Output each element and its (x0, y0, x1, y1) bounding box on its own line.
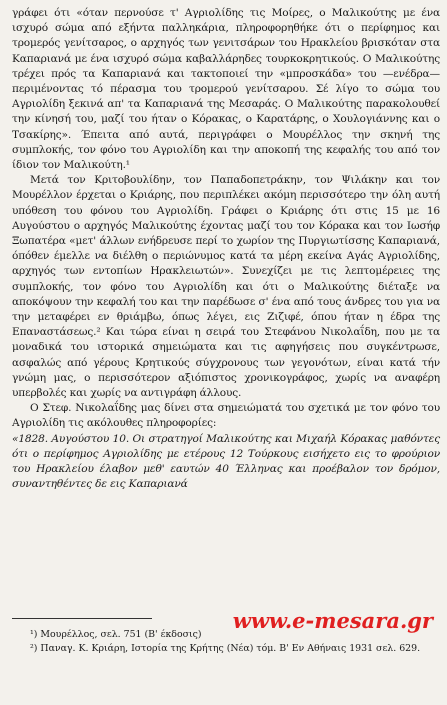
paragraph-3: Ο Στεφ. Νικολαΐδης μας δίνει στα σημειώματά του σχετικά με τον φόνο του Αγριολίδη τις ακόλουθες πληροφορίες: (12, 402, 440, 430)
body-text (12, 6, 440, 493)
watermark: www.e-mesara.gr (232, 608, 433, 633)
footnote-2: ²) Παναγ. Κ. Κριάρη, Ιστορία της Κρήτης (Νέα) τόμ. Β' Εν Αθήναις 1931 σελ. 629. (30, 643, 421, 654)
paragraph-2: Μετά τον Κριτοβουλίδην, τον Παπαδοπετράκην, τον Ψιλάκην και τον Μουρέλλον έρχεται ο Κριάρης, που περιπλέκει ακόμη περισσότερο την όλη αυτή υπόθεση του φόνου του Αγριολίδη. Γράφει ο Κριάρης ότι στις 15 με 16 Αυγούστου ο αρχηγός Μαλικούτης έχοντας μαζί του τον Κόρακα και τον Ιωσήφ Ξωπατέρα «μετ' άλλων ενήδρευσε περί το χωρίον της Πυργιωτίσσης Καπαριανά, όπόθεν έμελλε να διέλθη ο περιώνυμος κατά τα μέρη εκείνα Αγάς Αγριολίδης, αρχηγός των εντοπίων Ηρακλειωτών». Συνεχίζει με τις λεπτομέρειες της συμπλοκής, τον φόνο του Αγριολίδη και ότι ο Μαλικούτης διέταξε να αποκόψουν την κεφαλή του και την παρέδωσε σ' ένα από τους άνδρες του για να την μεταφέρει εν θριάμβω, όπως λέγει, εις Ζιζιφέ, όπου ήταν η έδρα της Επαναστάσεως.² Και τώρα είναι η σειρά του Στεφάνου Νικολαΐδη, που με τα μοναδικά του ιστορικά σημειώματα και τις αφηγήσεις που συγκέντρωσε, ασφαλώς από γέρους Κρητικούς σύγχρονους των γεγονότων, είναι κατά τήν γνώμη μας, ο περισσότερον αξιόπιστος χρονικογράφος, χωρίς να αναφέρη υπερβολές και χωρίς να αντιγράφη άλλους. (12, 174, 440, 400)
footnote-divider (12, 618, 152, 619)
paragraph-4-quote: «1828. Αυγούστου 10. Οι στρατηγοί Μαλικούτης και Μιχαήλ Κόρακας μαθόντες ότι ο περίφημος Αγριολίδης με ετέρους 12 Τούρκους εισήχετο εις το φρούριον του Ηρακλείου έλαβον μεθ' εαυτών 40 Έλληνας και προέβαλον τον δρόμον, συναντηθέντες δε εις Καπαριανά (12, 432, 440, 491)
paragraph-1: γράφει ότι «όταν περνούσε τ' Αγριολίδης τις Μοίρες, ο Μαλικούτης με ένα ισχυρό σώμα από εξήντα παλληκάρια, πληροφορηθήκε ότι ο περίφημος και τρομερός γενίτσαρος, ο αρχηγός των γενιτσάρων του Ηρακλείου βρισκόταν στα Καπαριανά με ένα ισχυρό σώμα καβαλλάρηδες τουρκοκρητικούς. Ο Μαλικούτης τρέχει πρός τα Καπαριανά και τακτοποιεί την «μπροσκάδα» του —ενέδρα— περιμένοντας τό πέρασμα του τρομερού γενίτσαρου. Σέ λίγο το σώμα του Αγριολίδη ξεκινά απ' τα Καπαριανά της Μεσαράς. Ο Μαλικούτης παρακολουθεί την κίνησή του, μαζί του ήταν ο Κόρακας, ο Καρατάρης, ο Χουλογιάννης και ο Τσακίρης». Έπειτα από αυτά, περιγράφει ο Μουρέλλος την σκηνή της συμπλοκής, τον φόνο του Αγριολίδη και την αποκοπή της κεφαλής του από τον ίδιον τον Μαλικούτη.¹ (12, 7, 440, 172)
footnote-1: ¹) Μουρέλλος, σελ. 751 (Β' έκδοσις) (30, 629, 202, 640)
footnotes (12, 628, 440, 656)
